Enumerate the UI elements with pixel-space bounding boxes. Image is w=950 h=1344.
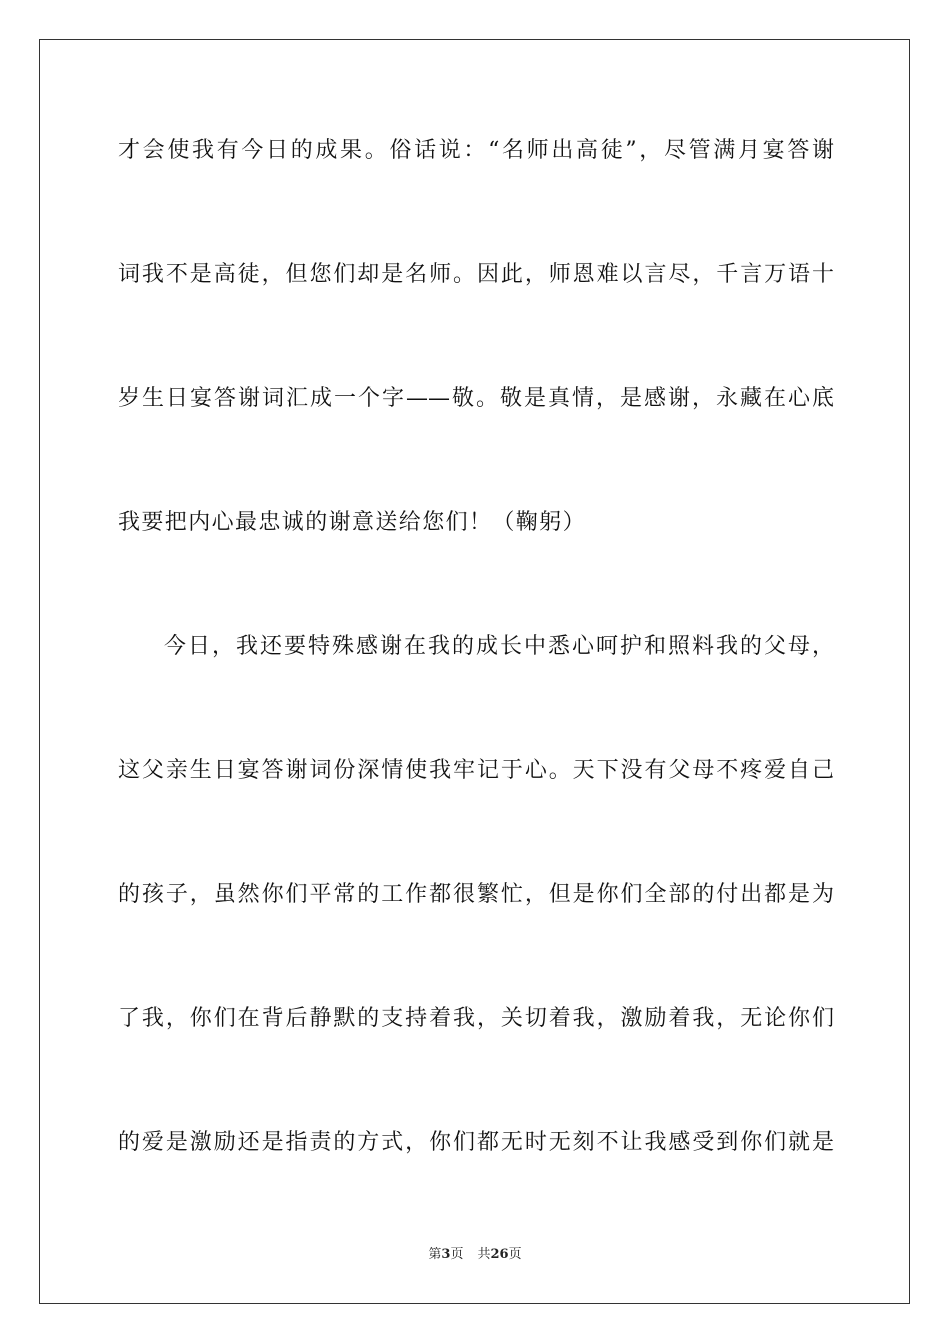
page-border xyxy=(39,39,910,1304)
total-pages: 26 xyxy=(490,1247,509,1262)
page-footer xyxy=(0,1246,950,1264)
total-unit: 页 xyxy=(508,1247,522,1262)
total-prefix: 共 xyxy=(477,1247,491,1262)
text-line-6: 这父亲生日宴答谢词份深情使我牢记于心。天下没有父母不疼爱自己 xyxy=(118,758,834,783)
text-line-7: 的孩子，虽然你们平常的工作都很繁忙，但是你们全部的付出都是为 xyxy=(118,882,834,907)
text-line-3: 岁生日宴答谢词汇成一个字——敬。敬是真情，是感谢，永藏在心底 xyxy=(118,386,834,411)
paragraph-start-line: 今日，我还要特殊感谢在我的成长中悉心呵护和照料我的父母， xyxy=(164,634,834,659)
page-unit: 页 xyxy=(450,1247,464,1262)
text-line-2: 词我不是高徒，但您们却是名师。因此，师恩难以言尽，千言万语十 xyxy=(118,262,834,287)
text-line-1: 才会使我有今日的成果。俗话说：“名师出高徒”，尽管满月宴答谢 xyxy=(118,138,834,163)
text-line-4: 我要把内心最忠诚的谢意送给您们！（鞠躬） xyxy=(118,510,587,535)
text-line-8: 了我，你们在背后静默的支持着我，关切着我，激励着我，无论你们 xyxy=(118,1006,834,1031)
page-prefix: 第 xyxy=(428,1247,442,1262)
text-line-9: 的爱是激励还是指责的方式，你们都无时无刻不让我感受到你们就是 xyxy=(118,1130,834,1155)
page-number: 3 xyxy=(441,1247,451,1262)
